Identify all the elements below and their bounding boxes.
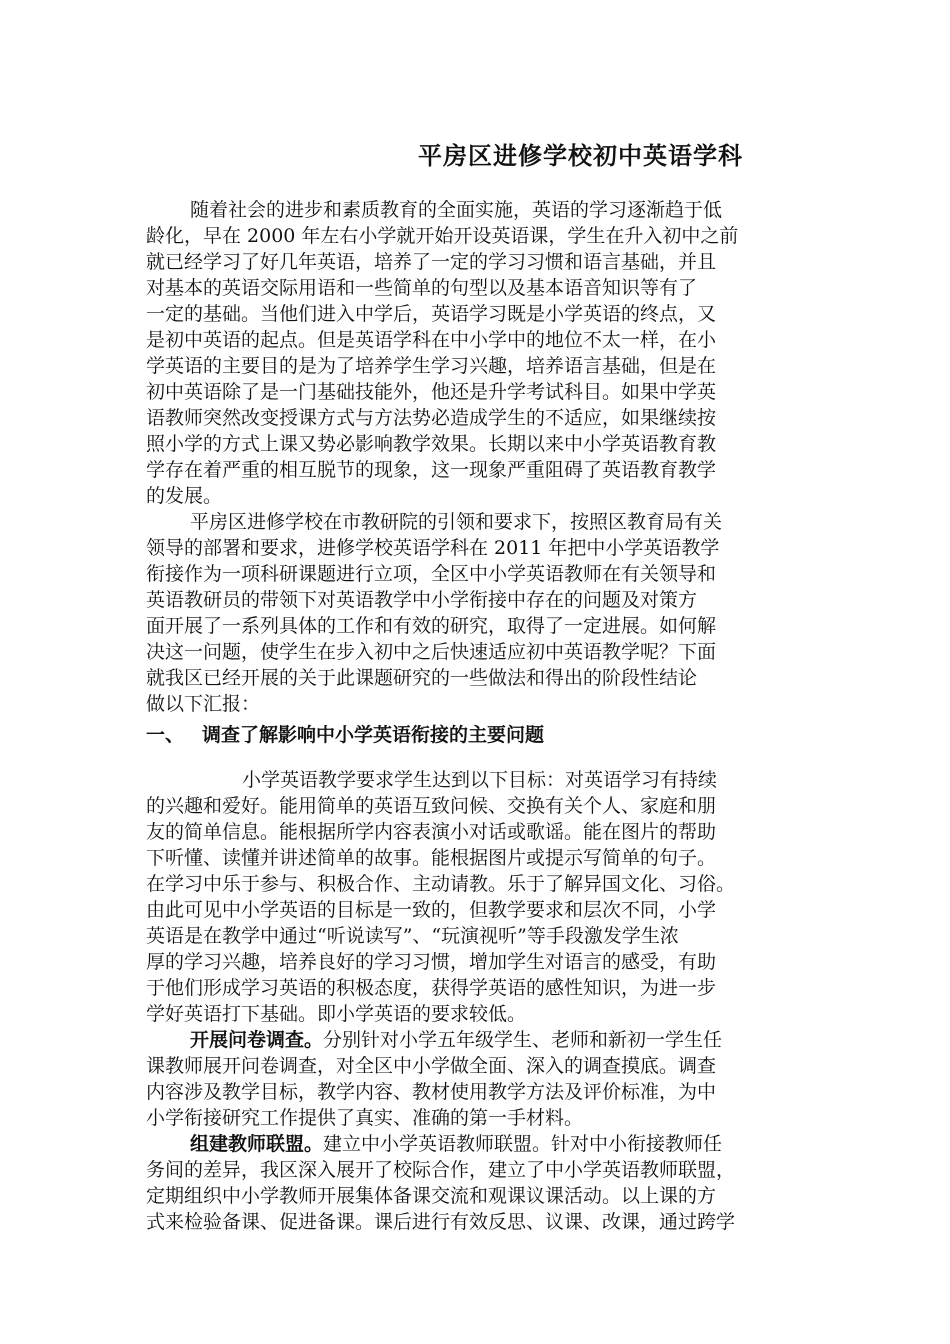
text-line: 平房区进修学校在市教研院的引领和要求下，按照区教育局有关 — [190, 511, 723, 533]
text-line: 一定的基础。当他们进入中学后，英语学习既是小学英语的终点，又 — [146, 303, 717, 325]
survey-lead: 开展问卷调查。 — [190, 1029, 324, 1051]
text-line: 对基本的英语交际用语和一些简单的句型以及基本语音知识等有了 — [146, 277, 698, 299]
text-line: 厚的学习兴趣，培养良好的学习习惯，增加学生对语言的感受，有助 — [146, 951, 717, 973]
text-line: 英语教研员的带领下对英语教学中小学衔接中存在的问题及对策方 — [146, 589, 698, 611]
text-line: 领导的部署和要求，进修学校英语学科在 2011 年把中小学英语教学 — [146, 537, 720, 559]
text-line: 由此可见中小学英语的目标是一致的，但教学要求和层次不同，小学 — [146, 899, 717, 921]
section-title: 调查了解影响中小学英语衔接的主要问题 — [202, 724, 545, 746]
text-line: 面开展了一系列具体的工作和有效的研究，取得了一定进展。如何解 — [146, 615, 717, 637]
text-line: 学存在着严重的相互脱节的现象，这一现象严重阻碍了英语教育教学 — [146, 459, 717, 481]
text-line: 就已经学习了好几年英语，培养了一定的学习习惯和语言基础，并且 — [146, 251, 717, 273]
text-line: 在学习中乐于参与、积极合作、主动请教。乐于了解异国文化、习俗。 — [146, 873, 736, 895]
text-line: 龄化，早在 2000 年左右小学就开始开设英语课，学生在升入初中之前 — [146, 225, 739, 247]
text-line: 英语是在教学中通过“听说读写”、“玩演视听”等手段激发学生浓 — [146, 925, 679, 947]
text-line: 做以下汇报： — [146, 693, 261, 715]
text-line: 小学英语教学要求学生达到以下目标：对英语学习有持续 — [242, 769, 718, 791]
document-title: 平房区进修学校初中英语学科 — [418, 141, 743, 170]
text-line: 下听懂、读懂并讲述简单的故事。能根据图片或提示写简单的句子。 — [146, 847, 717, 869]
text-line: 照小学的方式上课又势必影响教学效果。长期以来中小学英语教育教 — [146, 433, 717, 455]
text-line: 定期组织中小学教师开展集体备课交流和观课议课活动。以上课的方 — [146, 1185, 717, 1207]
text-line: 课教师展开问卷调查，对全区中小学做全面、深入的调查摸底。调查 — [146, 1055, 717, 1077]
text-line: 就我区已经开展的关于此课题研究的一些做法和得出的阶段性结论 — [146, 667, 698, 689]
alliance-paragraph — [146, 1131, 816, 1235]
text-line: 务间的差异，我区深入展开了校际合作，建立了中小学英语教师联盟， — [146, 1159, 736, 1181]
text-line: 决这一问题，使学生在步入初中之后快速适应初中英语教学呢？下面 — [146, 641, 717, 663]
text-line: 初中英语除了是一门基础技能外，他还是升学考试科目。如果中学英 — [146, 381, 717, 403]
project-paragraph — [146, 509, 816, 717]
text-line: 是初中英语的起点。但是英语学科在中小学中的地位不太一样，在小 — [146, 329, 717, 351]
text-line: 随着社会的进步和素质教育的全面实施，英语的学习逐渐趋于低 — [190, 199, 723, 221]
text-line — [146, 1027, 816, 1053]
section-number: 一、 — [146, 724, 185, 746]
survey-paragraph — [146, 1027, 816, 1131]
text-line: 小学衔接研究工作提供了真实、准确的第一手材料。 — [146, 1107, 584, 1129]
text-line: 的发展。 — [146, 485, 223, 507]
text-line: 内容涉及教学目标，教学内容、教材使用教学方法及评价标准，为中 — [146, 1081, 717, 1103]
text-line: 友的简单信息。能根据所学内容表演小对话或歌谣。能在图片的帮助 — [146, 821, 717, 843]
text-line — [146, 1131, 816, 1157]
survey-first-line: 分别针对小学五年级学生、老师和新初一学生任 — [323, 1029, 723, 1051]
alliance-first-line: 建立中小学英语教师联盟。针对中小衔接教师任 — [323, 1133, 723, 1155]
section-heading — [146, 720, 544, 747]
text-line: 衔接作为一项科研课题进行立项，全区中小学英语教师在有关领导和 — [146, 563, 717, 585]
text-line: 学好英语打下基础。即小学英语的要求较低。 — [146, 1003, 527, 1025]
alliance-lead: 组建教师联盟。 — [190, 1133, 324, 1155]
text-line: 的兴趣和爱好。能用简单的英语互致问候、交换有关个人、家庭和朋 — [146, 795, 717, 817]
text-line: 式来检验备课、促进备课。课后进行有效反思、议课、改课，通过跨学 — [146, 1211, 736, 1233]
text-line: 学英语的主要目的是为了培养学生学习兴趣，培养语言基础，但是在 — [146, 355, 717, 377]
text-line: 语教师突然改变授课方式与方法势必造成学生的不适应，如果继续按 — [146, 407, 717, 429]
intro-paragraph — [146, 197, 816, 509]
text-line: 于他们形成学习英语的积极态度，获得学英语的感性知识，为进一步 — [146, 977, 717, 999]
goals-paragraph — [146, 767, 816, 1027]
